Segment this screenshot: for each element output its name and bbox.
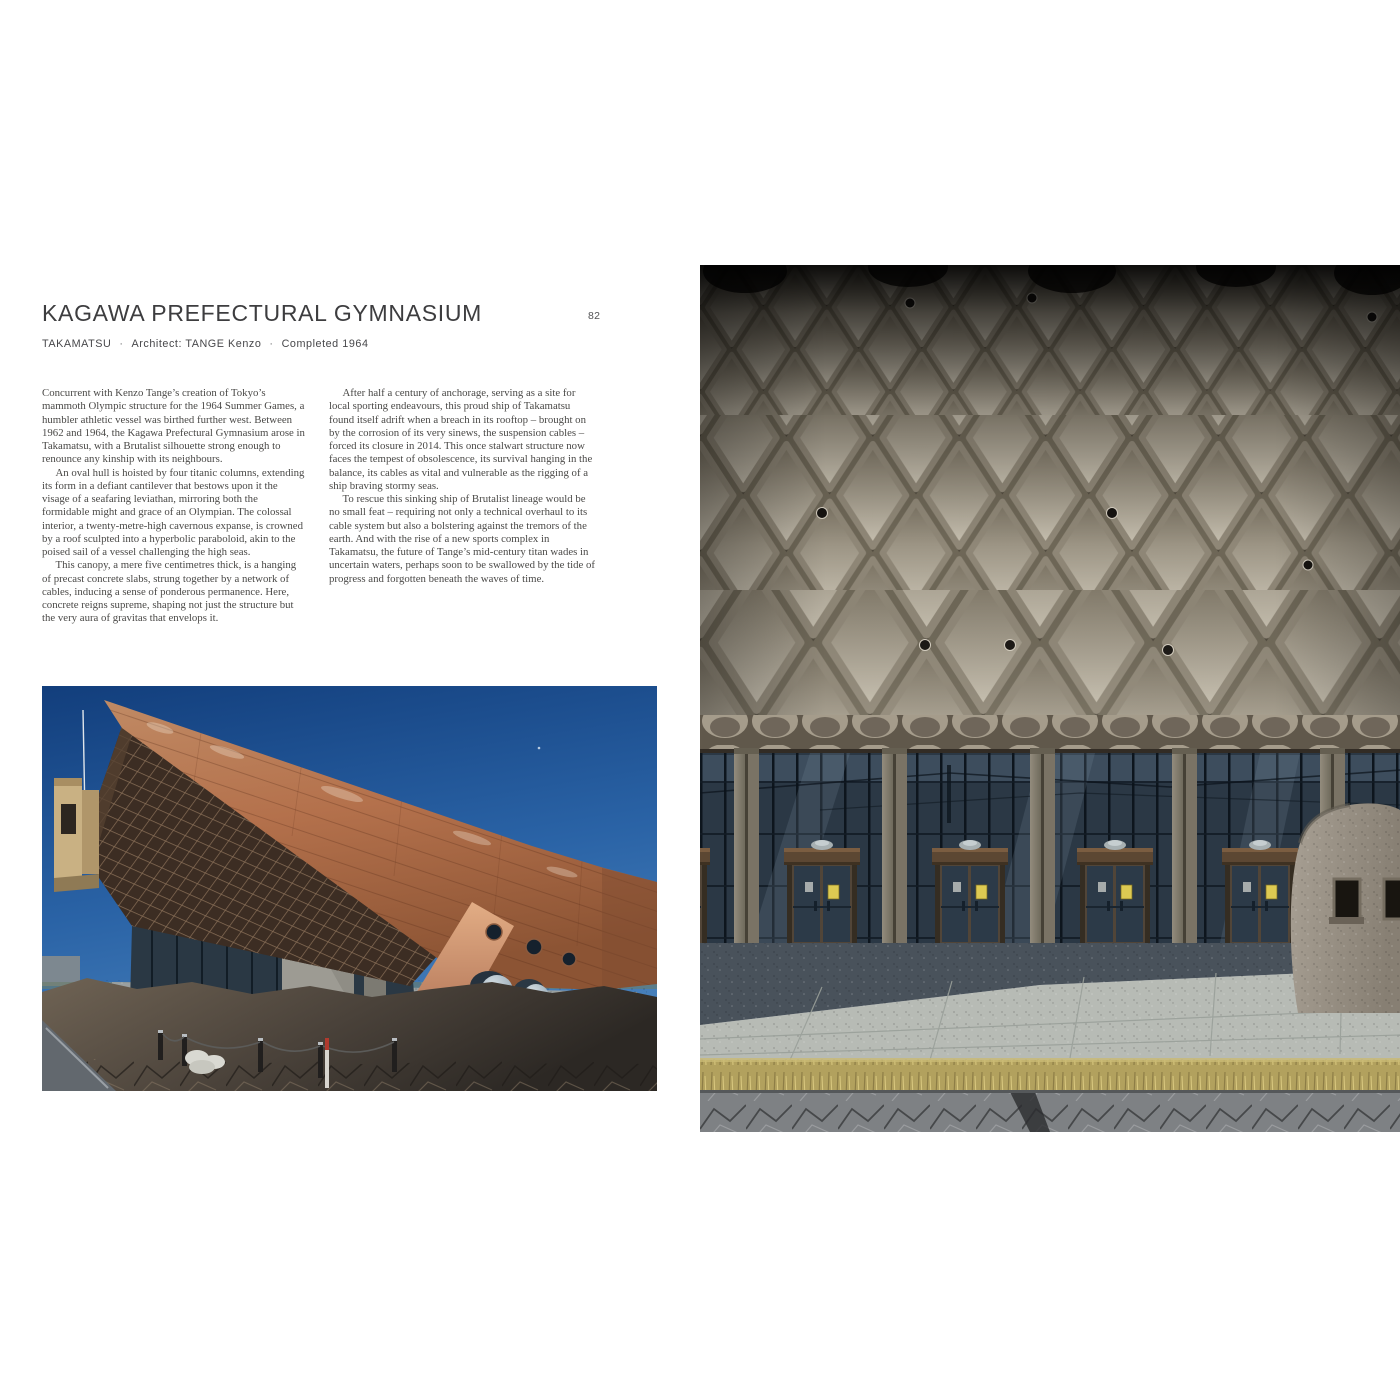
entrance-photo [700,265,1400,1132]
exterior-photo [42,686,657,1091]
meta-completed: Completed 1964 [281,338,369,350]
paragraph: Concurrent with Kenzo Tange’s creation of Tokyo’s mammoth Olympic structure for the 1964 Summer Games, a humbler athletic vessel was birthed further west. Between 1962 and 1964, the Kagawa Prefectural Gymnasium arose in Takamatsu, with a Brutalist silhouette strong enough to renounce any kinship with its neighbours. [42,387,305,466]
project-meta [42,338,369,350]
body-column-1 [42,387,307,626]
meta-separator: · [269,338,274,350]
star-dot [538,747,541,750]
page-title: KAGAWA PREFECTURAL GYMNASIUM [42,300,483,326]
meta-location: TAKAMATSU [42,338,112,350]
paragraph: To rescue this sinking ship of Brutalist lineage would be no small feat – requiring not only a technical overhaul to its cable system but also a bolstering against the tremors of the earth. And with the rise of a new sports complex in Takamatsu, the future of Tange’s mid-century titan wades in uncertain waters, perhaps soon to be swallowed by the tide of progress and forgotten beneath the waves of time. [329,493,595,585]
stone-embankment [42,978,657,1091]
coffered-ceiling [700,265,1400,751]
page-number: 82 [588,310,601,322]
paragraph: This canopy, a mere five centimetres thick, is a hanging of precast concrete slabs, strung together by a network of cables, inducing a sense of ponderous permanence. Here, concrete reigns supreme, shaping not just the structure but the very aura of gravitas that envelops it. [42,559,297,625]
stone-kiosk [1291,803,1400,1013]
paragraph: An oval hull is hoisted by four titanic columns, extending its form in a defiant cantilever that bestows upon it the visage of a seafaring leviathan, mirroring both the formidable might and grace of an Olympian. The colossal interior, a twenty-metre-high cavernous expanse, is crowned by a roof sculpted into a hyperbolic paraboloid, akin to the poised sail of a vessel challenging the high seas. [42,466,305,558]
exterior-photo-art [42,686,657,1091]
paragraph: After half a century of anchorage, serving as a site for local sporting endeavours, this proud ship of Takamatsu found itself adrift when a breach in its rooftop – brought on by the corrosion of its very sinews, the suspension cables – forced its closure in 2014. This once stalwart structure now faces the tempest of obsolescence, its survival hanging in the balance, its cables as vital and vulnerable as the rigging of a ship braving stormy seas. [329,387,593,492]
stone-retaining-wall [700,1090,1400,1132]
body-column-2 [329,387,597,586]
grass-strip [700,1058,1400,1092]
meta-architect: Architect: TANGE Kenzo [131,338,262,350]
service-tower [54,778,99,892]
meta-separator: · [119,338,124,350]
entrance-photo-art [700,265,1400,1132]
